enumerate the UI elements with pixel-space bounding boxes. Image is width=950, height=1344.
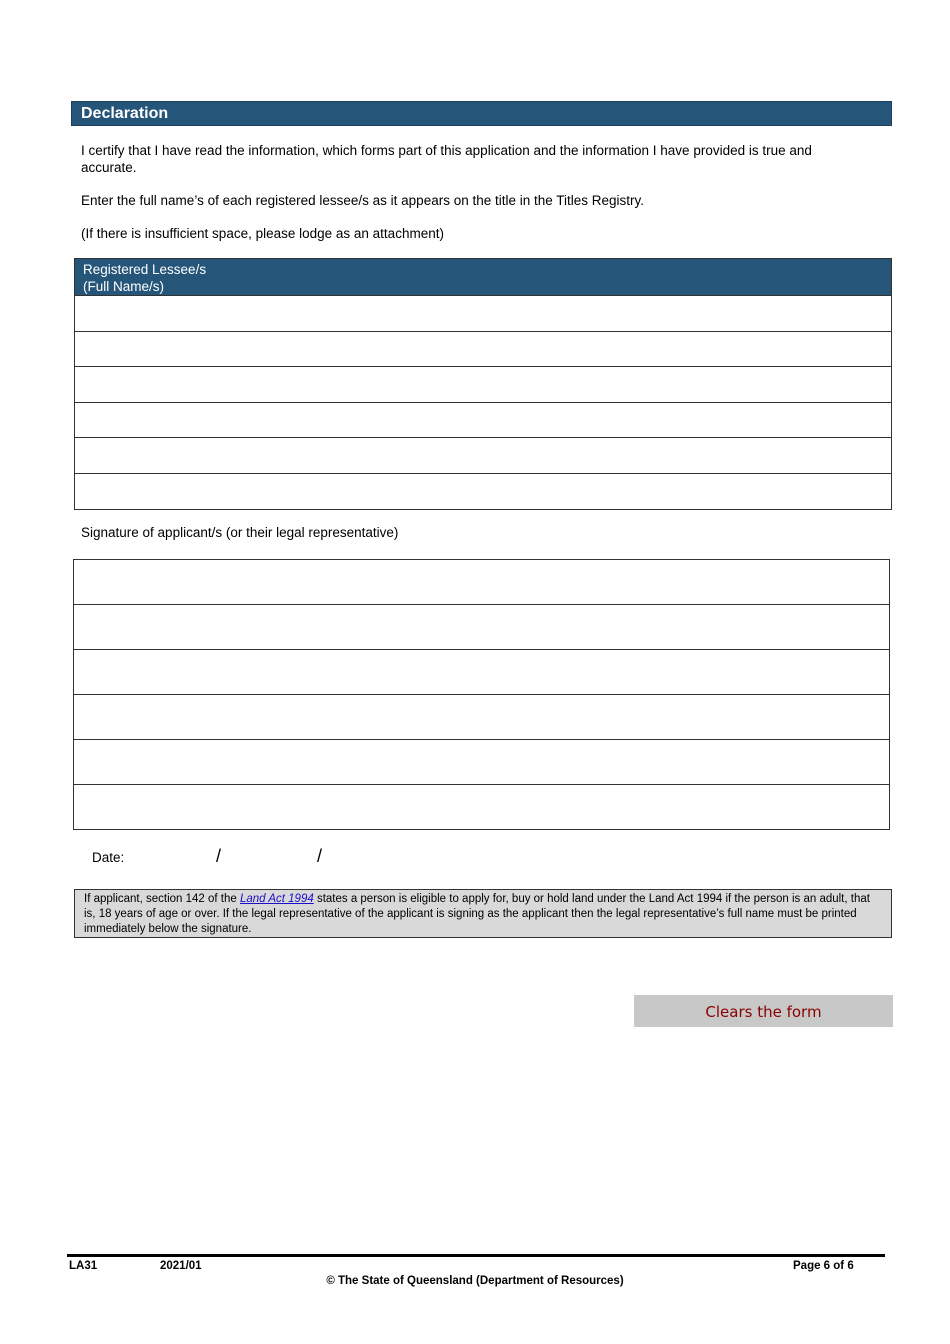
lessee-name-field-1[interactable]	[75, 296, 891, 332]
note-suffix: states a person is eligible to apply for, buy or hold land under the Land Act 1994 if the person is an adult, that is, 18 years of age or over. If the legal representative of the applicant is signing as the applicant then the legal representative’s full name must be printed immediately below the signature.	[84, 893, 870, 935]
footer-divider	[67, 1254, 885, 1257]
lessee-name-field-2[interactable]	[75, 332, 891, 368]
signature-field-3[interactable]	[74, 650, 889, 695]
footer-page-number: Page 6 of 6	[793, 1260, 854, 1272]
lessee-header-line2: (Full Name/s)	[83, 279, 165, 294]
signature-table	[73, 559, 890, 830]
declaration-instruction-text: Enter the full name’s of each registered lessee/s as it appears on the title in the Titles Registry.	[81, 193, 645, 208]
lessee-name-field-6[interactable]	[75, 474, 891, 510]
note-prefix: If applicant, section 142 of the	[84, 893, 240, 905]
declaration-certify-text: I certify that I have read the information, which forms part of this application and the information I have provided is true and accurate.	[81, 143, 812, 175]
signature-field-2[interactable]	[74, 605, 889, 650]
declaration-attachment-note: (If there is insufficient space, please lodge as an attachment)	[81, 226, 444, 241]
signature-label: Signature of applicant/s (or their legal representative)	[81, 525, 399, 540]
date-label: Date:	[92, 850, 125, 865]
footer-version: 2021/01	[160, 1260, 202, 1272]
lessee-table-header	[75, 259, 891, 296]
signature-field-5[interactable]	[74, 740, 889, 785]
clear-form-button[interactable]: Clears the form	[634, 995, 893, 1027]
eligibility-note	[74, 889, 892, 938]
signature-field-4[interactable]	[74, 695, 889, 740]
lessee-name-field-4[interactable]	[75, 403, 891, 439]
footer-form-code: LA31	[69, 1260, 98, 1272]
signature-field-6[interactable]	[74, 785, 889, 830]
declaration-header: Declaration	[71, 101, 892, 126]
lessee-name-field-3[interactable]	[75, 367, 891, 403]
registered-lessee-table	[74, 258, 892, 510]
lessee-name-field-5[interactable]	[75, 438, 891, 474]
land-act-link[interactable]: Land Act 1994	[240, 893, 314, 905]
footer-copyright: © The State of Queensland (Department of Resources)	[326, 1275, 624, 1287]
signature-field-1[interactable]	[74, 560, 889, 605]
date-separator-2: /	[317, 846, 323, 866]
lessee-header-line1: Registered Lessee/s	[83, 262, 207, 277]
date-separator-1: /	[216, 846, 222, 866]
